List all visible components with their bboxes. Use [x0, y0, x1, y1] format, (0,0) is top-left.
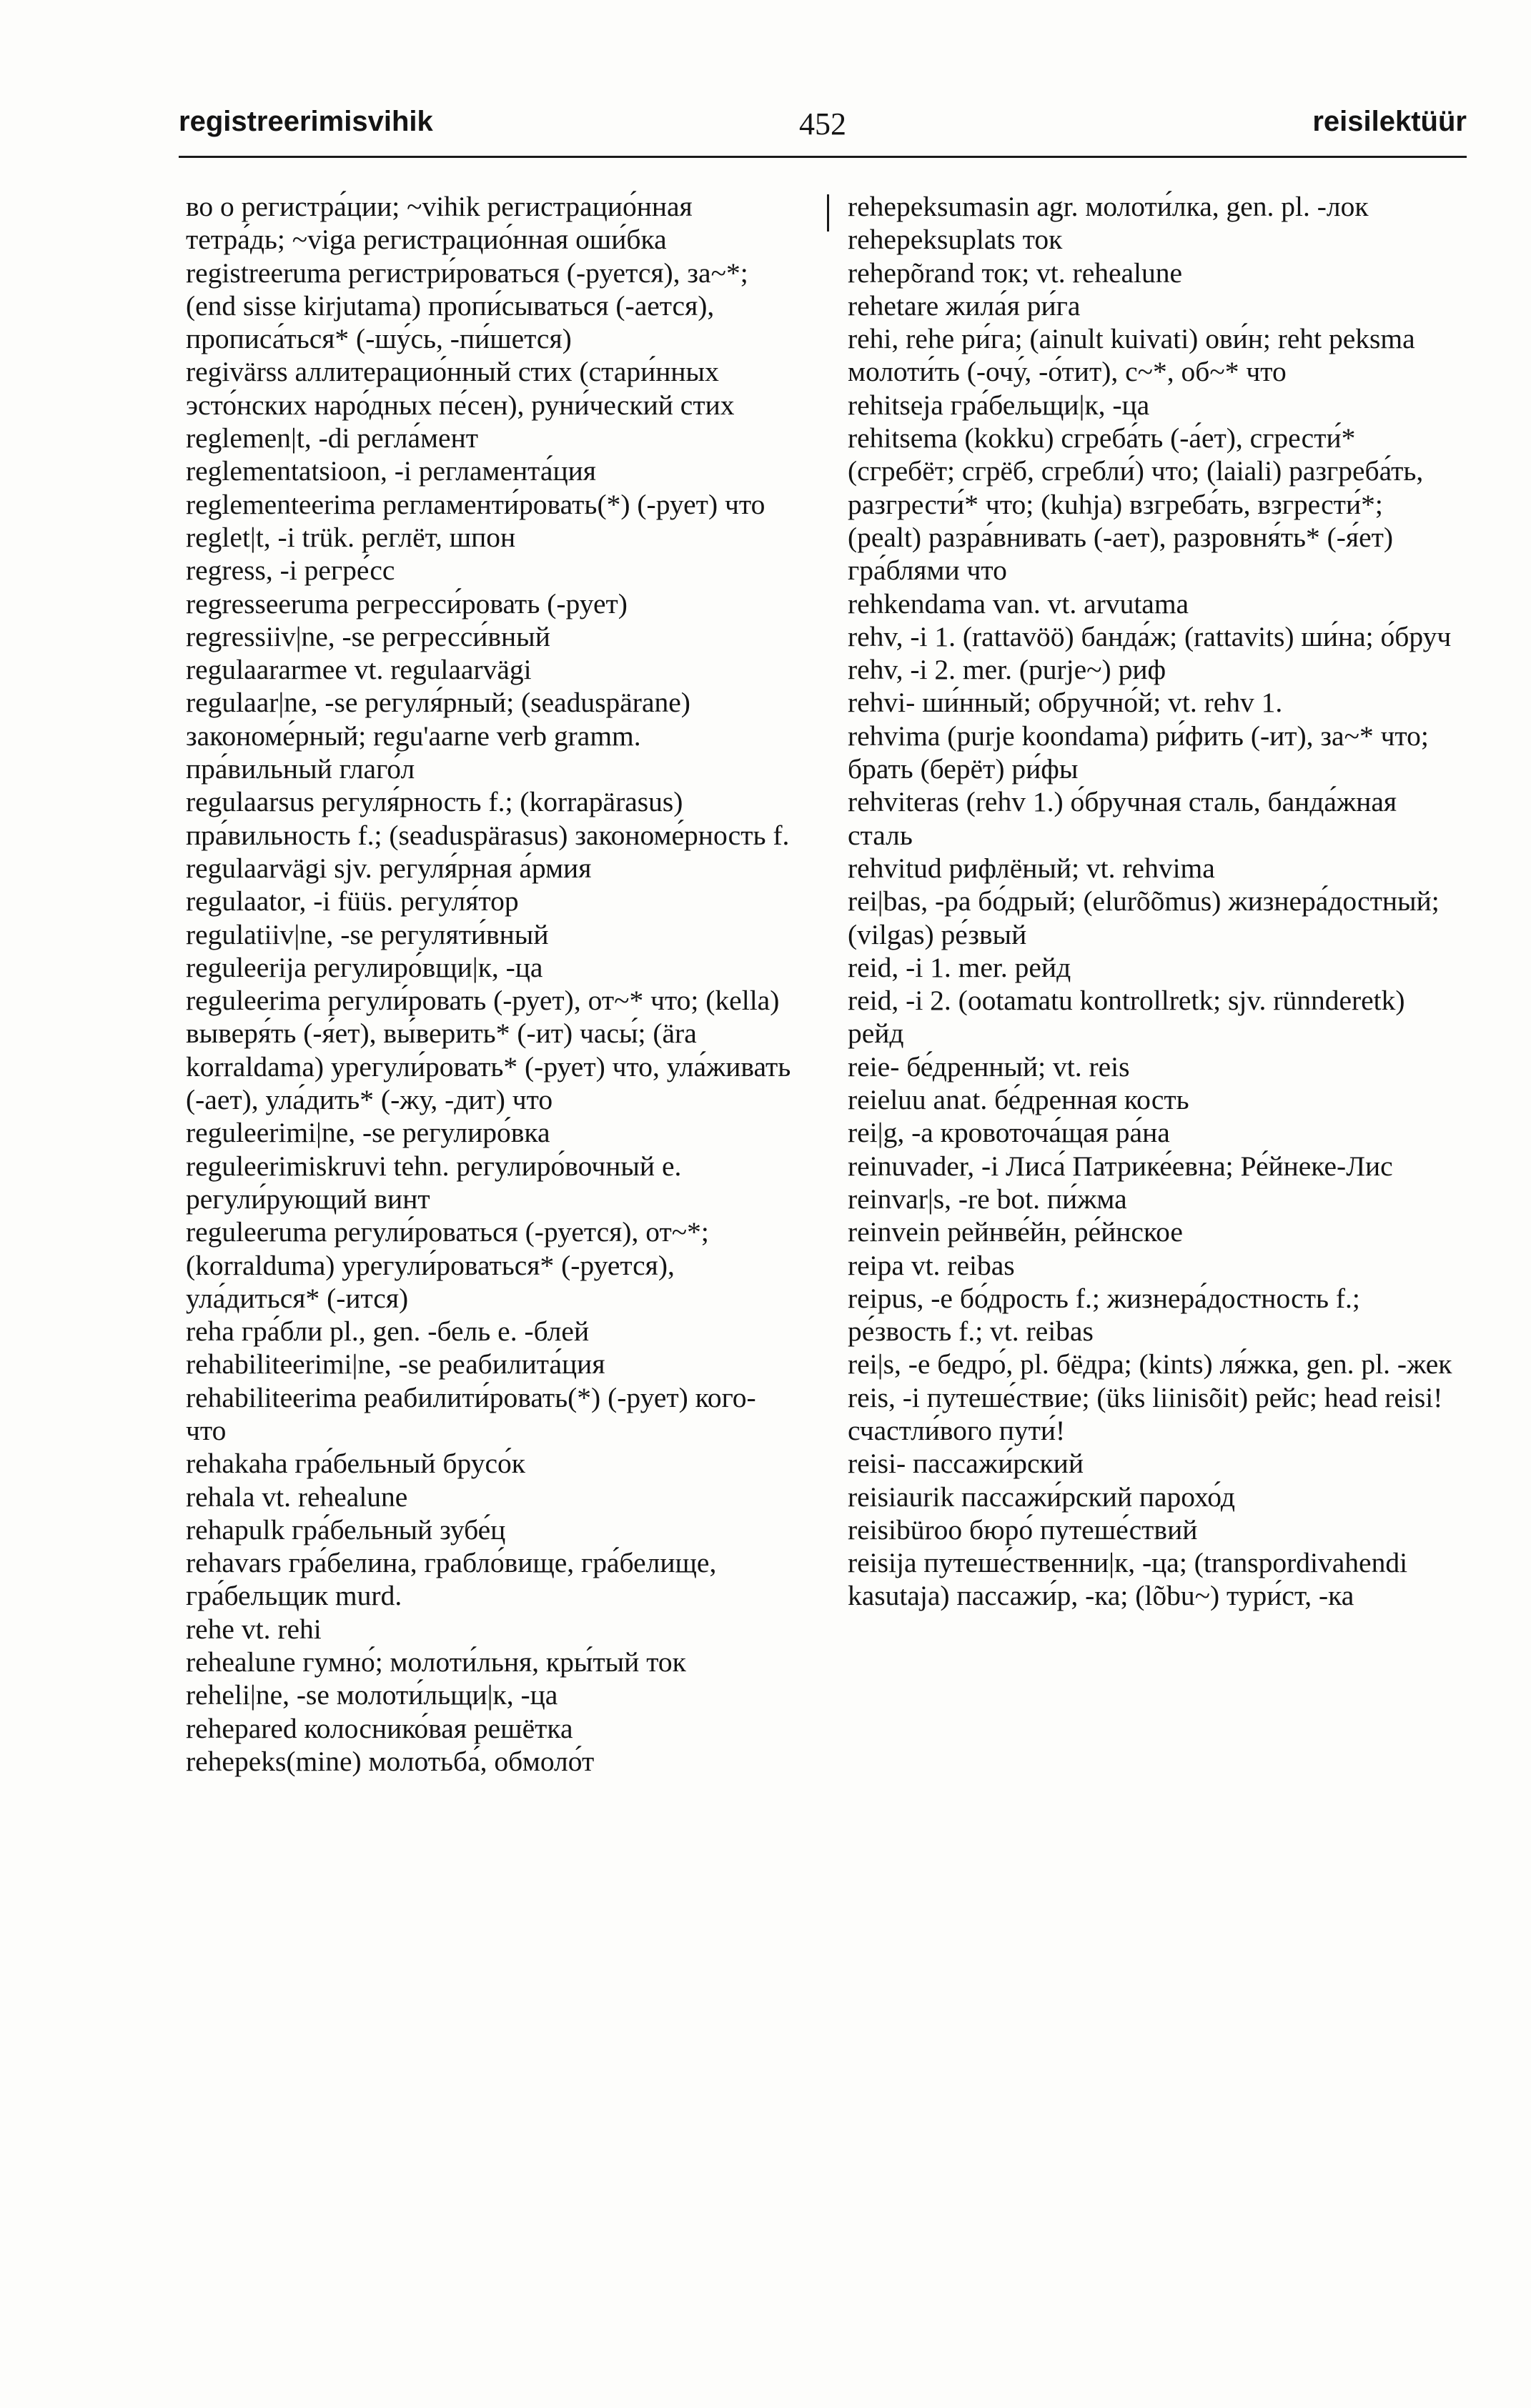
dictionary-entry: rehepeks(mine) молотьба́, обмоло́т: [186, 1745, 595, 1777]
dictionary-entry: rehvitud рифлёный; vt. rehvima: [848, 852, 1215, 884]
dictionary-entry: во о регистра́ции; ~vihik регистрацио́нная тетра́дь; ~viga регистрацио́нная оши́бка: [186, 191, 693, 256]
dictionary-entry: reheli|ne, -se молоти́льщи|к, -ца: [186, 1679, 558, 1711]
dictionary-entry: regresseeruma регресси́ровать (-рует): [186, 587, 628, 620]
dictionary-entry: reinvein рейнве́йн, ре́йнское: [848, 1216, 1183, 1248]
dictionary-entry: reguleeruma регули́роваться (-руется), от~*; (korralduma) урегули́роваться* (-руется), ула́диться* (-ится): [186, 1216, 709, 1314]
dictionary-entry: reinvar|s, -re bot. пи́жма: [848, 1183, 1127, 1215]
right-column: [848, 190, 1462, 1613]
dictionary-entry: rehepeksuplats ток: [848, 224, 1063, 256]
dictionary-entry: regulaarsus регуля́рность f.; (korrapärasus) пра́вильность f.; (seaduspärasus) закономе́рность f.: [186, 786, 790, 851]
dictionary-entry: reglementeerima регламенти́ровать(*) (-рует) что: [186, 488, 766, 520]
dictionary-entry: rehepared колоснико́вая решётка: [186, 1712, 573, 1744]
dictionary-entry: rehepeksumasin agr. молоти́лка, gen. pl. -лок: [848, 191, 1369, 222]
dictionary-entry: regressiiv|ne, -se регресси́вный: [186, 620, 550, 652]
dictionary-entry: reis, -i путеше́ствие; (üks liinisõit) рейс; head reisi! счастли́вого пути́!: [848, 1381, 1443, 1446]
dictionary-entry: reglet|t, -i trük. реглёт, шпон: [186, 521, 516, 553]
dictionary-entry: rehabiliteerima реабилити́ровать(*) (-рует) кого-что: [186, 1381, 756, 1446]
dictionary-entry: reglemen|t, -di регла́мент: [186, 422, 478, 454]
dictionary-entry: rehitsema (kokku) сгреба́ть (-а́ет), сгрести́* (сгребёт; сгрёб, сгребли́) что; (laiali) разгреба́ть, разгрести́* что; (kuhja) взгреба́ть, взгрести́*; (pealt) разра́внивать (-ает), разровня́ть* (-я́ет) гра́блями что: [848, 422, 1424, 587]
header-rule: [179, 156, 1467, 158]
dictionary-entry: reisi- пассажи́рский: [848, 1448, 1084, 1480]
dictionary-entry: rehe vt. rehi: [186, 1613, 322, 1645]
dictionary-entry: reipus, -e бо́дрость f.; жизнера́достность f.; ре́звость f.; vt. reibas: [848, 1282, 1360, 1348]
dictionary-entry: reglementatsioon, -i регламента́ция: [186, 455, 596, 487]
dictionary-entry: reguleerimiskruvi tehn. регулиро́вочный е. регули́рующий винт: [186, 1150, 682, 1215]
dictionary-entry: rehabiliteerimi|ne, -se реабилита́ция: [186, 1348, 605, 1380]
dictionary-entry: reisibüroo бюро́ путеше́ствий: [848, 1513, 1198, 1546]
dictionary-entry: rei|s, -e бедро́, pl. бёдра; (kints) ля́жка, gen. pl. -жек: [848, 1348, 1452, 1380]
dictionary-entry: reid, -i 2. (ootamatu kontrollretk; sjv. rünnderetk) рейд: [848, 985, 1405, 1050]
dictionary-entry: regulaator, -i füüs. регуля́тор: [186, 885, 519, 917]
dictionary-entry: regress, -i регре́сс: [186, 554, 395, 587]
dictionary-entry: rehepõrand ток; vt. rehealune: [848, 257, 1183, 289]
dictionary-entry: rei|bas, -pa бо́дрый; (elurõõmus) жизнера́достный; (vilgas) ре́звый: [848, 885, 1440, 950]
dictionary-entry: rehapulk гра́бельный зубе́ц: [186, 1513, 506, 1546]
dictionary-entry: rehealune гумно́; молоти́льня, кры́тый ток: [186, 1646, 686, 1678]
page-header: [179, 106, 1467, 146]
dictionary-entry: rehviteras (rehv 1.) о́бручная сталь, банда́жная сталь: [848, 786, 1397, 851]
dictionary-entry: rehala vt. rehealune: [186, 1481, 408, 1513]
dictionary-entry: regulaararmee vt. regulaarvägi: [186, 654, 532, 686]
dictionary-entry: regulaarvägi sjv. регуля́рная а́рмия: [186, 852, 592, 884]
dictionary-entry: rehakaha гра́бельный брусо́к: [186, 1448, 525, 1480]
page-number: 452: [799, 106, 846, 141]
dictionary-entry: reie- бе́дренный; vt. reis: [848, 1050, 1130, 1083]
dictionary-entry: rehvima (purje koondama) ри́фить (-ит), за~* что; брать (берёт) ри́фы: [848, 720, 1429, 785]
dictionary-entry: regulatiiv|ne, -se регуляти́вный: [186, 918, 549, 950]
dictionary-entry: reieluu anat. бе́дренная кость: [848, 1084, 1189, 1116]
dictionary-entry: rehkendama van. vt. arvutama: [848, 587, 1189, 620]
header-left-guideword: registreerimisvihik: [179, 106, 433, 137]
dictionary-entry: reisiaurik пассажи́рский парохо́д: [848, 1481, 1235, 1513]
dictionary-entry: rehv, -i 2. mer. (purje~) риф: [848, 654, 1166, 686]
dictionary-entry: reguleerima регули́ровать (-рует), от~* что; (kella) выверя́ть (-я́ет), вы́верить* (-ит) часы́; (ära korraldama) урегули́ровать* (-рует) что, ула́живать (-ает), ула́дить* (-жу, -дит) что: [186, 985, 791, 1116]
column-divider: [827, 194, 829, 232]
dictionary-entry: registreeruma регистри́роваться (-руется), за~*; (end sisse kirjutama) пропи́сываться (-ается), прописа́ться* (-шу́сь, -пи́шется): [186, 257, 748, 355]
dictionary-entry: rei|g, -a кровоточа́щая ра́на: [848, 1117, 1170, 1149]
dictionary-entry: rehvi- ши́нный; обручно́й; vt. rehv 1.: [848, 687, 1283, 719]
dictionary-entry: rehitseja гра́бельщи|к, -ца: [848, 389, 1150, 421]
dictionary-entry: reid, -i 1. mer. рейд: [848, 951, 1071, 983]
left-column: [186, 190, 793, 1778]
dictionary-entry: reha гра́бли pl., gen. -бель е. -блей: [186, 1315, 590, 1348]
dictionary-entry: rehv, -i 1. (rattavöö) банда́ж; (rattavits) ши́на; о́бруч: [848, 620, 1452, 652]
dictionary-entry: regivärss аллитерацио́нный стих (стари́нных эсто́нских наро́дных пе́сен), руни́ческий стих: [186, 356, 735, 421]
dictionary-entry: rehavars гра́белина, грабло́вище, гра́белище, гра́бельщик murd.: [186, 1547, 717, 1612]
dictionary-entry: reguleerimi|ne, -se регулиро́вка: [186, 1117, 550, 1149]
dictionary-entry: regulaar|ne, -se регуля́рный; (seaduspärane) закономе́рный; regu'aarne verb gramm. пра́вильный глаго́л: [186, 687, 690, 785]
header-right-guideword: reisilektüür: [1312, 106, 1467, 137]
dictionary-entry: reisija путеше́ственни|к, -ца; (transpordivahendi kasutaja) пассажи́р, -ка; (lõbu~) тури́ст, -ка: [848, 1547, 1408, 1612]
dictionary-entry: rehi, rehe ри́га; (ainult kuivati) ови́н; reht peksma молоти́ть (-очу́, -о́тит), с~*, об~* что: [848, 323, 1415, 388]
dictionary-entry: rehetare жила́я ри́га: [848, 289, 1081, 322]
dictionary-entry: reipa vt. reibas: [848, 1249, 1015, 1281]
dictionary-entry: reinuvader, -i Лиса́ Патрике́евна; Ре́йнеке-Лис: [848, 1150, 1393, 1182]
dictionary-entry: reguleerija регулиро́вщи|к, -ца: [186, 951, 543, 983]
